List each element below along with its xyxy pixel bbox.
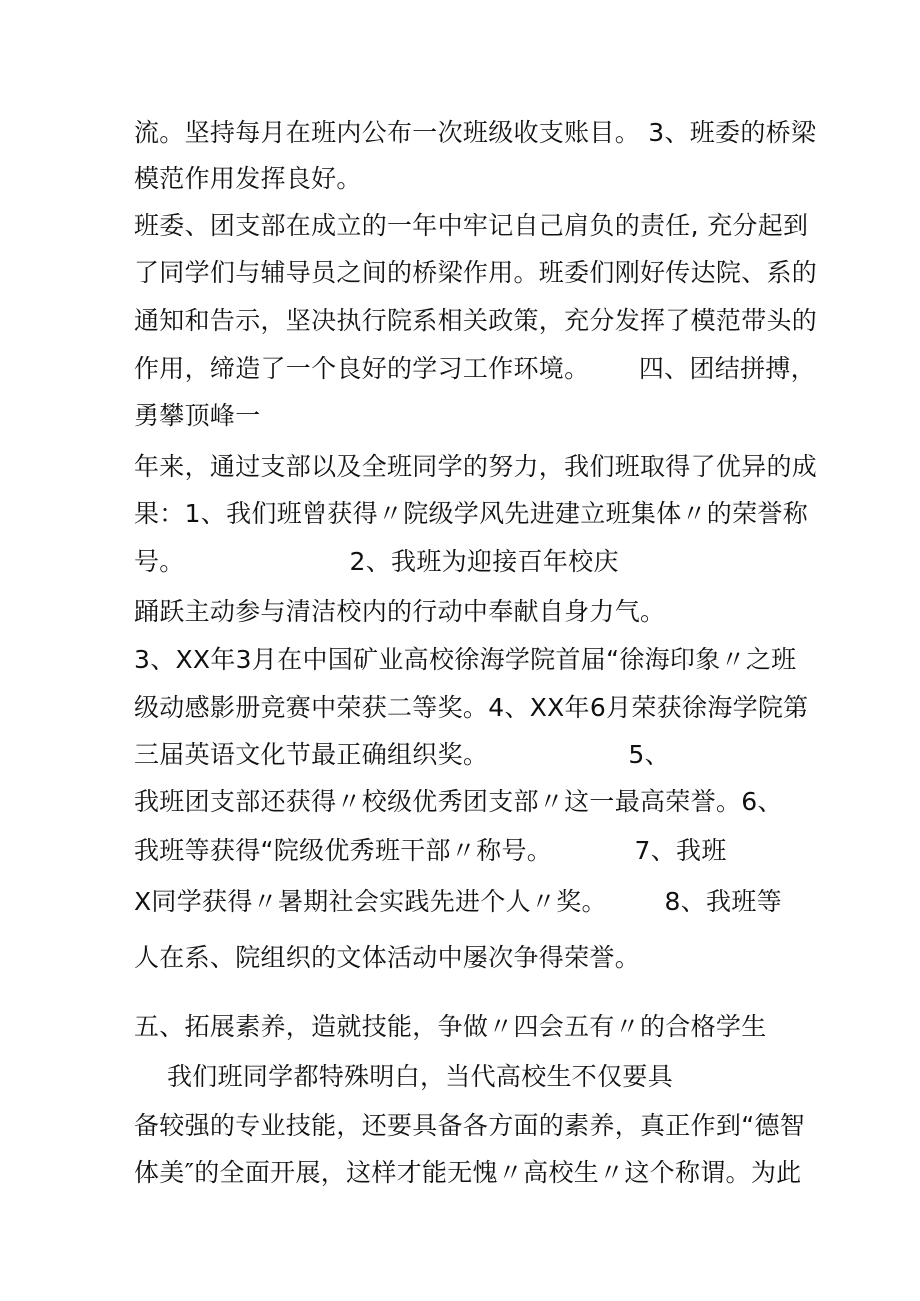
text-line: 我们班同学都特殊明白，当代高校生不仅要具 [134, 1062, 673, 1091]
text-line: 果：1、我们班曾获得〃院级学风先进建立班集体〃的荣誉称 [134, 499, 809, 528]
text-line: 级动感影册竞赛中荣获二等奖。4、XX年6月荣获徐海学院第 [134, 693, 809, 722]
text-line: 备较强的专业技能，还要具备各方面的素养，真正作到“德智 [134, 1111, 806, 1140]
text-line: X同学获得〃暑期社会实践先进个人〃奖。 8、我班等 [134, 887, 782, 916]
text-line: 模范作用发挥良好。 [134, 164, 362, 193]
text-line: 踊跃主动参与清洁校内的行动中奉献自身力气。 [134, 597, 666, 626]
text-line: 了同学们与辅导员之间的桥梁作用。班委们刚好传达院、系的 [134, 258, 818, 287]
text-line: 3、XX年3月在中国矿业高校徐海学院首届“徐海印象〃之班 [134, 645, 797, 674]
text-line: 班委、团支部在成立的一年中牢记自己肩负的责任, 充分起到 [134, 211, 809, 240]
text-line: 号。 2、我班为迎接百年校庆 [134, 547, 619, 576]
text-line: 三届英语文化节最正确组织奖。 5、 [134, 740, 670, 769]
section-heading: 五、拓展素养，造就技能，争做〃四会五有〃的合格学生 [134, 1012, 767, 1041]
text-line: 通知和告示，坚决执行院系相关政策，充分发挥了模范带头的 [134, 306, 818, 335]
text-line: 体美″的全面开展，这样才能无愧〃高校生〃这个称谓。为此 [134, 1158, 802, 1187]
text-line: 人在系、院组织的文体活动中屡次争得荣誉。 [134, 943, 641, 972]
text-line: 勇攀顶峰一 [134, 401, 261, 430]
text-line: 年来，通过支部以及全班同学的努力，我们班取得了优异的成 [134, 452, 818, 481]
text-line: 作用，缔造了一个良好的学习工作环境。 四、团结拼搏， [134, 354, 816, 383]
text-line: 我班团支部还获得〃校级优秀团支部〃这一最高荣誉。6、 [134, 787, 783, 816]
text-line: 我班等获得“院级优秀班干部〃称号。 7、我班 [134, 836, 727, 865]
text-line: 流。坚持每月在班内公布一次班级收支账目。 3、班委的桥梁 [134, 118, 817, 147]
